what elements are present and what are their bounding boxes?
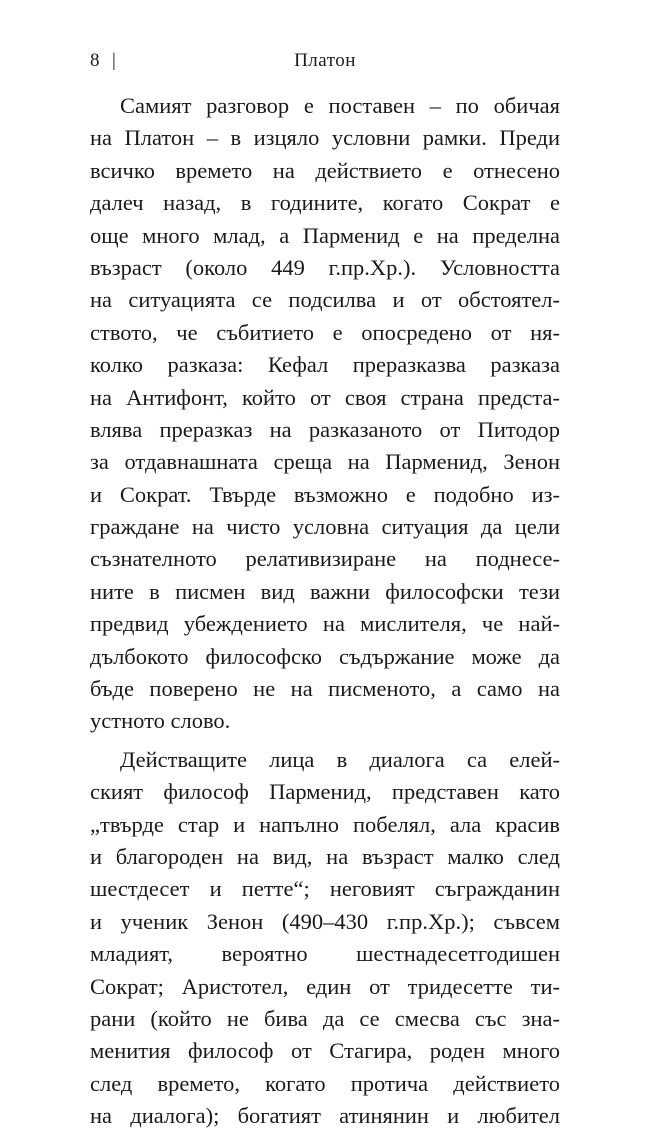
text-line: менития философ от Стагира, роден много [90,1038,560,1064]
text-line: съзнателното релативизиране на поднесе- [90,546,560,572]
text-line: бъде поверено не на писменото, а само на [90,676,560,702]
text-line: „твърде стар и напълно побелял, ала красив [90,811,560,837]
page-number: 8 [90,50,100,71]
text-line: след времето, когато протича действието [90,1070,560,1096]
text-line: младият, вероятно шестнадесетгодишен [90,941,560,967]
text-line: влява преразказ на разказаното от Питодор [90,416,560,442]
text-line: предвид убеждението на мислителя, че най- [90,611,560,637]
text-line: ните в писмен вид важни философски тези [90,578,560,604]
text-line: устното слово. [90,708,231,734]
text-line: и благороден на вид, на възраст малко след [90,843,560,869]
text-line: Самият разговор е поставен – по обичая [120,93,560,118]
paragraph [90,744,560,1133]
running-title: Платон [294,50,356,71]
paragraph [90,90,560,738]
text-line: на Платон – в изцяло условни рамки. Преди [90,125,560,151]
running-head [90,46,560,76]
text-line: на Антифонт, който от своя страна предста- [90,384,560,410]
text-line: възраст (около 449 г.пр.Хр.). Условността [90,254,560,280]
text-line: граждане на чисто условна ситуация да цели [90,514,560,540]
text-line: на диалога); богатият атинянин и любител [90,1103,560,1129]
page-number-separator: | [112,50,116,71]
text-line: далеч назад, в годините, когато Сократ е [90,190,560,216]
text-line: шестдесет и петте“; неговият съгражданин [90,876,560,902]
text-line: Действащите лица в диалога са елей- [120,746,560,772]
text-line: всичко времето на действието е отнесено [90,157,560,183]
text-line: дълбокото философско съдържание може да [90,643,560,669]
text-line: Сократ; Аристотел, един от тридесетте ти- [90,973,560,999]
text-line: още много млад, а Парменид е на пределна [90,222,560,248]
text-line: и Сократ. Твърде възможно е подобно из- [90,481,560,507]
text-line: колко разказа: Кефал преразказва разказа [90,352,560,378]
text-line: ският философ Парменид, представен като [90,779,560,805]
text-line: за отдавнашната среща на Парменид, Зенон [90,449,560,475]
text-line: и ученик Зенон (490–430 г.пр.Хр.); съвсем [90,908,560,934]
body-text [90,90,560,1133]
text-line: ството, че събитието е опосредено от ня- [90,319,560,345]
text-line: рани (който не бива да се смесва със зна- [90,1005,560,1031]
text-line: на ситуацията се подсилва и от обстоятел- [90,287,560,313]
